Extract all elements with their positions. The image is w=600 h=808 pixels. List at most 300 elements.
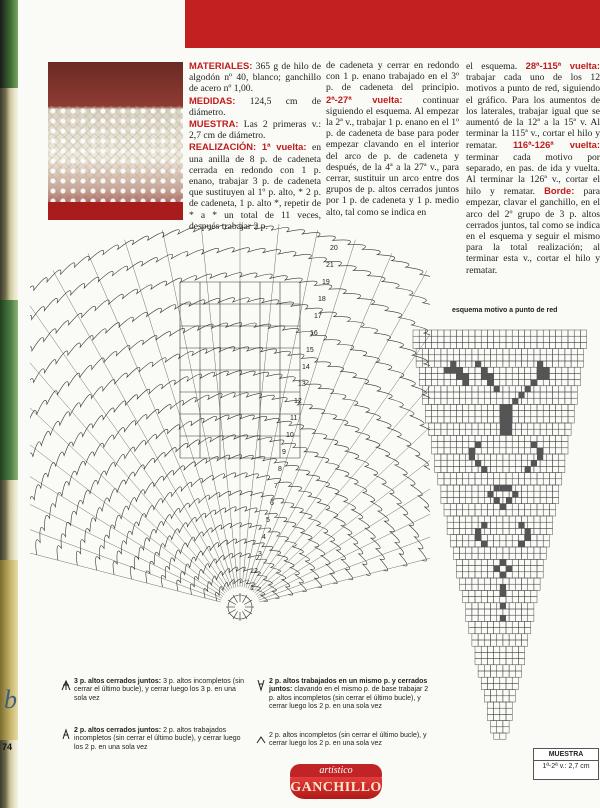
filet-cell [543, 504, 549, 510]
filet-cell [574, 367, 580, 373]
filet-cell [494, 714, 500, 720]
filet-cell [512, 510, 518, 516]
filet-cell [512, 683, 518, 689]
filet-cell [537, 404, 543, 410]
chart-spoke [256, 372, 430, 595]
filet-cell [543, 510, 549, 516]
filet-cell [568, 342, 574, 348]
filet-cell [494, 683, 500, 689]
filet-cell [487, 404, 493, 410]
filet-cell [518, 380, 524, 386]
filet-cell [460, 497, 466, 503]
filet-cell [525, 367, 531, 373]
filet-cell [472, 615, 478, 621]
text-column-3 [466, 60, 600, 276]
chart-round [96, 455, 388, 571]
filet-cell [463, 435, 469, 441]
filet-cell [460, 355, 466, 361]
filet-cell [469, 628, 475, 634]
filet-cell [460, 584, 466, 590]
filet-cell [515, 429, 521, 435]
filet-cell [481, 628, 487, 634]
filet-cell [580, 342, 586, 348]
filet-cell [484, 665, 490, 671]
filet-cell [553, 485, 559, 491]
filet-cell [472, 349, 478, 355]
filet-cell [425, 417, 431, 423]
filet-cell [543, 417, 549, 423]
filet-cell [571, 398, 577, 404]
filet-cell [478, 609, 484, 615]
filet-cell [556, 336, 562, 342]
filet-cell [419, 330, 425, 336]
filet-cell [444, 411, 450, 417]
filet-cell [515, 423, 521, 429]
filet-cell [419, 342, 425, 348]
filet-cell [518, 628, 524, 634]
filet-cell [475, 435, 481, 441]
filet-cell [444, 435, 450, 441]
filet-cell [571, 355, 577, 361]
filet-cell [528, 398, 534, 404]
filet-cell [506, 380, 512, 386]
round-number: 18 [318, 296, 326, 303]
chart-round [30, 225, 430, 515]
filet-cell [413, 330, 419, 336]
filet-cell [509, 528, 515, 534]
filet-cell [543, 473, 549, 479]
filet-cell [528, 547, 534, 553]
filet-cell [525, 380, 531, 386]
filet-cell [481, 510, 487, 516]
filet-cell [481, 330, 487, 336]
filet-cell [475, 652, 481, 658]
filet-cell [503, 386, 509, 392]
filet-cell [531, 367, 537, 373]
filet-cell [469, 541, 475, 547]
filet-cell [466, 609, 472, 615]
filet-cell [484, 429, 490, 435]
filet-cell [469, 566, 475, 572]
filet-cell [463, 572, 469, 578]
filet-block [481, 373, 487, 379]
filet-cell [525, 541, 531, 547]
filet-cell [425, 336, 431, 342]
filet-block [500, 423, 506, 429]
filet-cell [453, 460, 459, 466]
filet-cell [487, 448, 493, 454]
filet-cell [494, 702, 500, 708]
filet-cell [534, 497, 540, 503]
filet-cell [419, 367, 425, 373]
filet-cell [522, 603, 528, 609]
filet-cell [432, 417, 438, 423]
filet-block [518, 541, 524, 547]
filet-cell [534, 386, 540, 392]
filet-cell [540, 423, 546, 429]
filet-cell [484, 349, 490, 355]
filet-cell [472, 547, 478, 553]
filet-cell [525, 336, 531, 342]
filet-cell [540, 355, 546, 361]
filet-cell [453, 423, 459, 429]
filet-cell [515, 454, 521, 460]
filet-cell [525, 510, 531, 516]
filet-block [487, 373, 493, 379]
filet-cell [447, 355, 453, 361]
filet-cell [518, 646, 524, 652]
filet-cell [531, 448, 537, 454]
filet-cell [528, 615, 534, 621]
filet-cell [453, 497, 459, 503]
filet-cell [500, 659, 506, 665]
filet-cell [438, 417, 444, 423]
filet-cell [503, 528, 509, 534]
filet-cell [537, 566, 543, 572]
filet-cell [494, 404, 500, 410]
filet-cell [484, 392, 490, 398]
filet-cell [494, 646, 500, 652]
filet-cell [494, 677, 500, 683]
muestra-box-text: 1ª-2ª v.: 2,7 cm [542, 763, 590, 770]
filet-cell [503, 671, 509, 677]
filet-cell [565, 392, 571, 398]
filet-cell [497, 547, 503, 553]
filet-block [500, 504, 506, 510]
filet-cell [509, 522, 515, 528]
filet-cell [497, 392, 503, 398]
filet-cell [509, 553, 515, 559]
filet-cell [487, 628, 493, 634]
filet-cell [562, 380, 568, 386]
filet-cell [506, 572, 512, 578]
legend-item-3 [255, 678, 435, 718]
filet-cell [466, 485, 472, 491]
filet-cell [562, 435, 568, 441]
filet-cell [441, 497, 447, 503]
filet-cell [422, 398, 428, 404]
filet-cell [450, 330, 456, 336]
filet-cell [435, 423, 441, 429]
filet-cell [518, 435, 524, 441]
filet-cell [528, 349, 534, 355]
filet-cell [435, 392, 441, 398]
spine-thread-dark [0, 0, 18, 88]
filet-cell [522, 640, 528, 646]
round-number: 11 [290, 415, 298, 422]
filet-cell [528, 423, 534, 429]
filet-cell [456, 380, 462, 386]
filet-cell [429, 349, 435, 355]
filet-cell [509, 584, 515, 590]
filet-cell [416, 355, 422, 361]
filet-cell [553, 454, 559, 460]
filet-cell [525, 435, 531, 441]
chart-spoke [30, 511, 221, 602]
filet-cell [463, 597, 469, 603]
filet-cell [509, 634, 515, 640]
filet-cell [553, 386, 559, 392]
filet-cell [481, 342, 487, 348]
filet-cell [518, 442, 524, 448]
filet-cell [450, 510, 456, 516]
filet-cell [456, 404, 462, 410]
filet-cell [466, 553, 472, 559]
filet-cell [512, 336, 518, 342]
filet-cell [491, 355, 497, 361]
filet-block [512, 491, 518, 497]
filet-cell [500, 448, 506, 454]
filet-cell [515, 609, 521, 615]
filet-cell [574, 373, 580, 379]
filet-cell [512, 479, 518, 485]
filet-cell [506, 628, 512, 634]
filet-cell [531, 479, 537, 485]
filet-cell [456, 559, 462, 565]
filet-cell [565, 349, 571, 355]
filet-cell [491, 547, 497, 553]
filet-cell [509, 603, 515, 609]
filet-cell [460, 392, 466, 398]
filet-cell [429, 392, 435, 398]
filet-cell [453, 522, 459, 528]
filet-cell [494, 411, 500, 417]
filet-cell [512, 435, 518, 441]
filet-cell [491, 578, 497, 584]
filet-cell [494, 572, 500, 578]
filet-cell [531, 330, 537, 336]
col3-text-d: para empezar, clavar el ganchillo, en el arco del 2º grupo de 3 p. altos cerrados juntos, tal como se indica en el esquema y seguir el mismo para la total realización; al terminar esta v., cortar el hilo y rematar. [466, 186, 600, 276]
filet-cell [512, 417, 518, 423]
filet-block [537, 373, 543, 379]
filet-cell [506, 435, 512, 441]
filet-cell [435, 349, 441, 355]
filet-cell [525, 590, 531, 596]
filet-cell [534, 355, 540, 361]
filet-cell [534, 392, 540, 398]
filet-cell [509, 355, 515, 361]
filet-cell [456, 435, 462, 441]
legend-1-text: 3 p. altos incompletos (sin cerrar el último bucle), y cerrar luego los 3 p. en una sola vez [74, 678, 245, 702]
filet-cell [540, 392, 546, 398]
filet-cell [463, 442, 469, 448]
filet-cell [441, 361, 447, 367]
lace-pattern [48, 106, 183, 206]
filet-cell [512, 652, 518, 658]
filet-cell [553, 349, 559, 355]
filet-cell [469, 442, 475, 448]
filet-cell [463, 342, 469, 348]
filet-cell [549, 417, 555, 423]
filet-cell [472, 634, 478, 640]
filet-cell [481, 336, 487, 342]
filet-cell [475, 628, 481, 634]
filet-cell [556, 373, 562, 379]
filet-cell [497, 690, 503, 696]
filet-cell [559, 355, 565, 361]
filet-cell [546, 398, 552, 404]
filet-cell [478, 386, 484, 392]
filet-cell [450, 541, 456, 547]
filet-cell [491, 466, 497, 472]
round-number: 20 [330, 245, 338, 252]
header-red-bar [185, 0, 600, 48]
filet-cell [460, 398, 466, 404]
filet-cell [481, 677, 487, 683]
filet-cell [463, 404, 469, 410]
filet-cell [518, 504, 524, 510]
filet-cell [478, 485, 484, 491]
filet-cell [494, 417, 500, 423]
filet-cell [528, 355, 534, 361]
round-number: 3 [258, 551, 262, 558]
filet-cell [553, 361, 559, 367]
filet-cell [540, 349, 546, 355]
filet-cell [528, 392, 534, 398]
filet-cell [543, 404, 549, 410]
filet-cell [531, 435, 537, 441]
filet-cell [531, 559, 537, 565]
filet-cell [543, 435, 549, 441]
filet-cell [515, 528, 521, 534]
brand-logo [290, 764, 382, 804]
filet-cell [456, 535, 462, 541]
filet-cell [540, 528, 546, 534]
filet-cell [481, 683, 487, 689]
round-number: 8 [278, 466, 282, 473]
filet-cell [475, 342, 481, 348]
filet-block [512, 398, 518, 404]
filet-cell [506, 473, 512, 479]
filet-cell [509, 665, 515, 671]
filet-cell [441, 466, 447, 472]
filet-cell [478, 578, 484, 584]
filet-cell [466, 355, 472, 361]
filet-cell [478, 665, 484, 671]
filet-cell [453, 392, 459, 398]
filet-block [456, 373, 462, 379]
filet-cell [497, 516, 503, 522]
filet-cell [422, 386, 428, 392]
filet-cell [491, 584, 497, 590]
filet-cell [515, 640, 521, 646]
filet-cell [518, 448, 524, 454]
filet-cell [472, 423, 478, 429]
filet-cell [500, 342, 506, 348]
filet-cell [438, 330, 444, 336]
filet-cell [475, 380, 481, 386]
filet-cell [463, 566, 469, 572]
filet-cell [491, 553, 497, 559]
filet-cell [512, 504, 518, 510]
filet-cell [503, 721, 509, 727]
filet-cell [422, 355, 428, 361]
round-number: 21 [326, 262, 334, 269]
filet-cell [565, 429, 571, 435]
filet-cell [549, 510, 555, 516]
filet-cell [522, 485, 528, 491]
filet-cell [475, 367, 481, 373]
filet-cell [475, 572, 481, 578]
round-number: 19 [322, 279, 330, 286]
filet-cell [534, 398, 540, 404]
filet-cell [556, 411, 562, 417]
logo-bottom-text: GANCHILLO [290, 777, 382, 799]
filet-block [500, 615, 506, 621]
filet-cell [531, 566, 537, 572]
legend-item-2 [60, 727, 245, 759]
filet-cell [506, 367, 512, 373]
filet-cell [484, 355, 490, 361]
filet-block [500, 404, 506, 410]
filet-cell [475, 330, 481, 336]
filet-cell [540, 516, 546, 522]
filet-cell [534, 466, 540, 472]
filet-cell [494, 708, 500, 714]
filet-cell [512, 559, 518, 565]
filet-cell [515, 386, 521, 392]
filet-cell [416, 349, 422, 355]
filet-cell [500, 677, 506, 683]
filet-cell [491, 721, 497, 727]
filet-cell [559, 429, 565, 435]
filet-cell [543, 411, 549, 417]
filet-cell [506, 541, 512, 547]
filet-cell [435, 361, 441, 367]
round-number: 9 [282, 449, 286, 456]
filet-cell [559, 398, 565, 404]
filet-cell [472, 485, 478, 491]
filet-cell [491, 696, 497, 702]
filet-cell [469, 373, 475, 379]
filet-cell [515, 603, 521, 609]
filet-cell [568, 411, 574, 417]
filet-cell [463, 448, 469, 454]
filet-cell [497, 361, 503, 367]
filet-cell [518, 559, 524, 565]
filet-cell [484, 609, 490, 615]
filet-cell [531, 404, 537, 410]
filet-cell [509, 392, 515, 398]
filet-cell [509, 696, 515, 702]
filet-block [487, 491, 493, 497]
filet-cell [487, 683, 493, 689]
filet-cell [534, 547, 540, 553]
legend-2-text: 2 p. altos trabajados incompletos (sin cerrar el último bucle), y cerrar luego los 2 p. en una sola vez [74, 727, 241, 751]
filet-cell [546, 522, 552, 528]
filet-cell [549, 330, 555, 336]
filet-block [481, 367, 487, 373]
filet-cell [528, 516, 534, 522]
filet-cell [475, 590, 481, 596]
filet-cell [509, 454, 515, 460]
filet-cell [413, 336, 419, 342]
filet-cell [444, 380, 450, 386]
filet-cell [540, 522, 546, 528]
filet-cell [506, 342, 512, 348]
filet-cell [500, 473, 506, 479]
filet-cell [559, 361, 565, 367]
filet-cell [506, 646, 512, 652]
filet-cell [506, 659, 512, 665]
filet-cell [515, 361, 521, 367]
filet-cell [487, 714, 493, 720]
filet-cell [525, 404, 531, 410]
filet-cell [512, 448, 518, 454]
filet-cell [512, 380, 518, 386]
filet-cell [497, 727, 503, 733]
filet-cell [491, 665, 497, 671]
